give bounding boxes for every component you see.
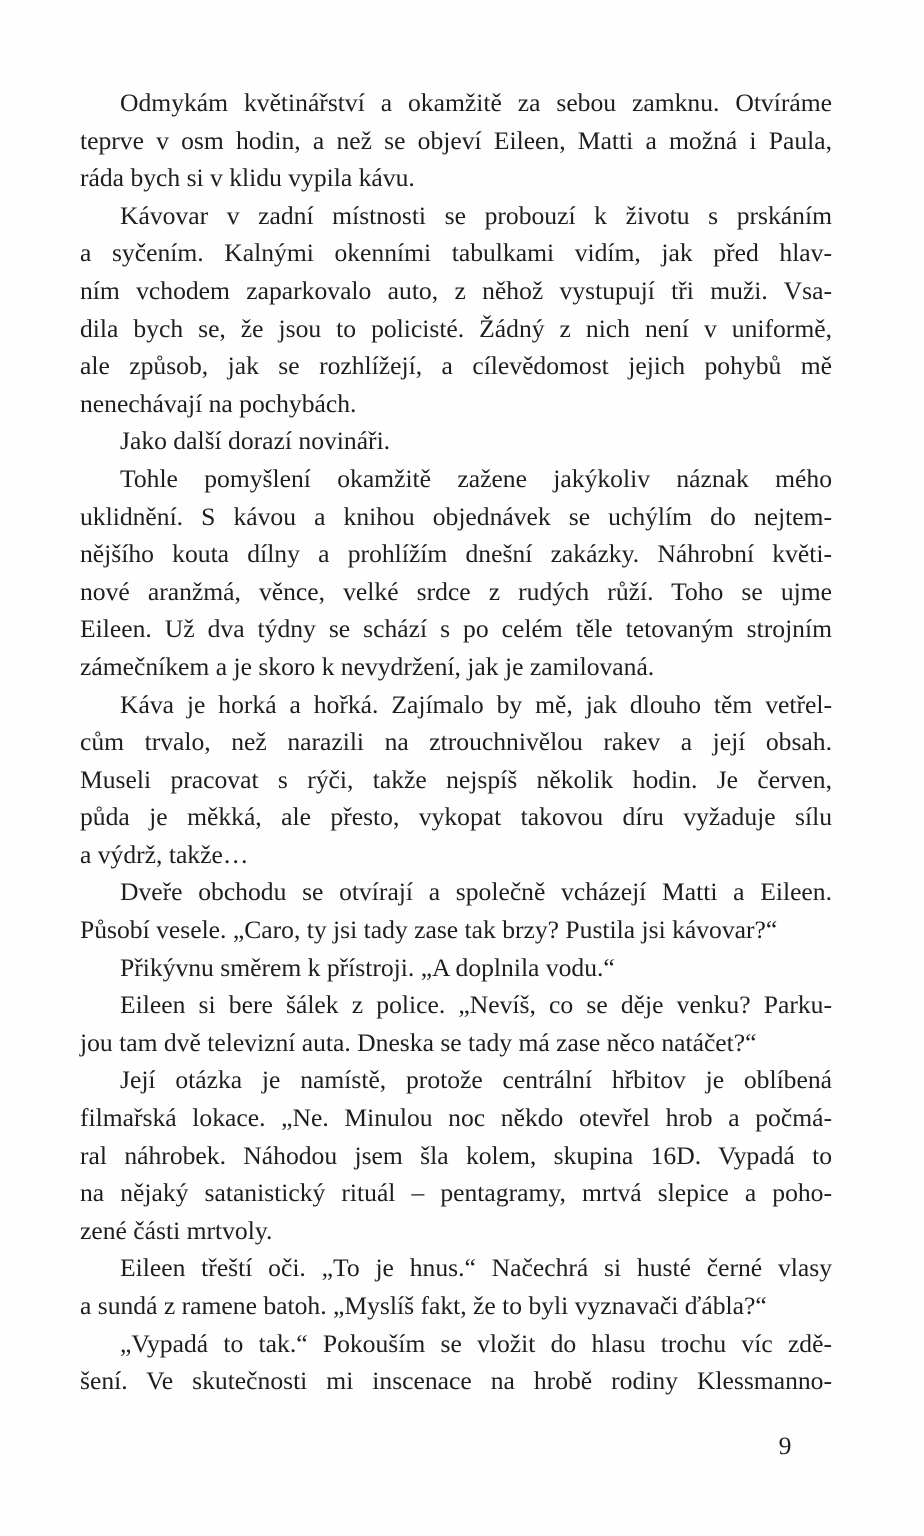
text-line: ral náhrobek. Náhodou jsem šla kolem, skupina 16D. Vypadá to xyxy=(80,1140,832,1170)
text-line: a syčením. Kalnými okenními tabulkami vidím, jak před hlav- xyxy=(80,238,832,268)
text-line: filmařská lokace. „Ne. Minulou noc někdo otevřel hrob a počmá- xyxy=(80,1103,832,1133)
text-line: jou tam dvě televizní auta. Dneska se tady má zase něco natáčet?“ xyxy=(80,1027,757,1057)
text-line: cům trvalo, než narazili na ztrouchnivělou rakev a její obsah. xyxy=(80,727,832,757)
text-line: a výdrž, takže… xyxy=(80,839,249,869)
text-line: Odmykám květinářství a okamžitě za sebou zamknu. Otvíráme xyxy=(120,88,832,117)
text-line: dila bych se, že jsou to policisté. Žádný z nich není v uniformě, xyxy=(80,313,832,343)
text-line: zené části mrtvoly. xyxy=(80,1215,273,1245)
text-line: na nějaký satanistický rituál – pentagramy, mrtvá slepice a poho- xyxy=(80,1178,832,1208)
text-line: Dveře obchodu se otvírají a společně vcházejí Matti a Eileen. xyxy=(120,877,832,907)
text-line: uklidnění. S kávou a knihou objednávek se uchýlím do nejtem- xyxy=(80,501,832,531)
text-line: nenechávají na pochybách. xyxy=(80,388,357,418)
text-line: Tohle pomyšlení okamžitě zažene jakýkoliv náznak mého xyxy=(120,463,832,493)
body-text xyxy=(80,84,832,1400)
text-line: Káva je horká a hořká. Zajímalo by mě, jak dlouho těm vetřel- xyxy=(120,689,832,719)
text-line: šení. Ve skutečnosti mi inscenace na hrobě rodiny Klessmanno- xyxy=(80,1366,832,1396)
text-line: ním vchodem zaparkovalo auto, z něhož vystupují tři muži. Vsa- xyxy=(80,275,832,305)
text-line: ale způsob, jak se rozhlížejí, a cílevědomost jejich pohybů mě xyxy=(80,351,832,381)
text-line: Museli pracovat s rýči, takže nejspíš několik hodin. Je červen, xyxy=(80,764,832,794)
text-line: Její otázka je namístě, protože centrální hřbitov je oblíbená xyxy=(120,1065,832,1095)
text-line: zámečníkem a je skoro k nevydržení, jak je zamilovaná. xyxy=(80,651,655,681)
text-line: nové aranžmá, věnce, velké srdce z rudých růží. Toho se ujme xyxy=(80,576,832,606)
page-number: 9 xyxy=(778,1431,792,1460)
text-line: Eileen si bere šálek z police. „Nevíš, co se děje venku? Parku- xyxy=(120,990,832,1020)
text-line: půda je měkká, ale přesto, vykopat takovou díru vyžaduje sílu xyxy=(80,802,832,832)
text-line: Eileen. Už dva týdny se schází s po celém těle tetovaným strojním xyxy=(80,614,832,644)
text-line: Kávovar v zadní místnosti se probouzí k životu s prskáním xyxy=(120,200,832,230)
text-line: nějšího kouta dílny a prohlížím dnešní zakázky. Náhrobní květi- xyxy=(80,539,832,569)
text-line: Působí vesele. „Caro, ty jsi tady zase tak brzy? Pustila jsi kávovar?“ xyxy=(80,915,778,945)
text-line: teprve v osm hodin, a než se objeví Eileen, Matti a možná i Paula, xyxy=(80,125,832,155)
text-line: Jako další dorazí novináři. xyxy=(120,426,391,456)
text-line: Eileen třeští oči. „To je hnus.“ Načechrá si husté černé vlasy xyxy=(120,1253,832,1283)
text-line: ráda bych si v klidu vypila kávu. xyxy=(80,163,415,193)
text-line: „Vypadá to tak.“ Pokouším se vložit do hlasu trochu víc zdě- xyxy=(120,1328,832,1358)
text-line: a sundá z ramene batoh. „Myslíš fakt, že to byli vyznavači ďábla?“ xyxy=(80,1291,767,1320)
text-line: Přikývnu směrem k přístroji. „A doplnila vodu.“ xyxy=(120,952,615,982)
